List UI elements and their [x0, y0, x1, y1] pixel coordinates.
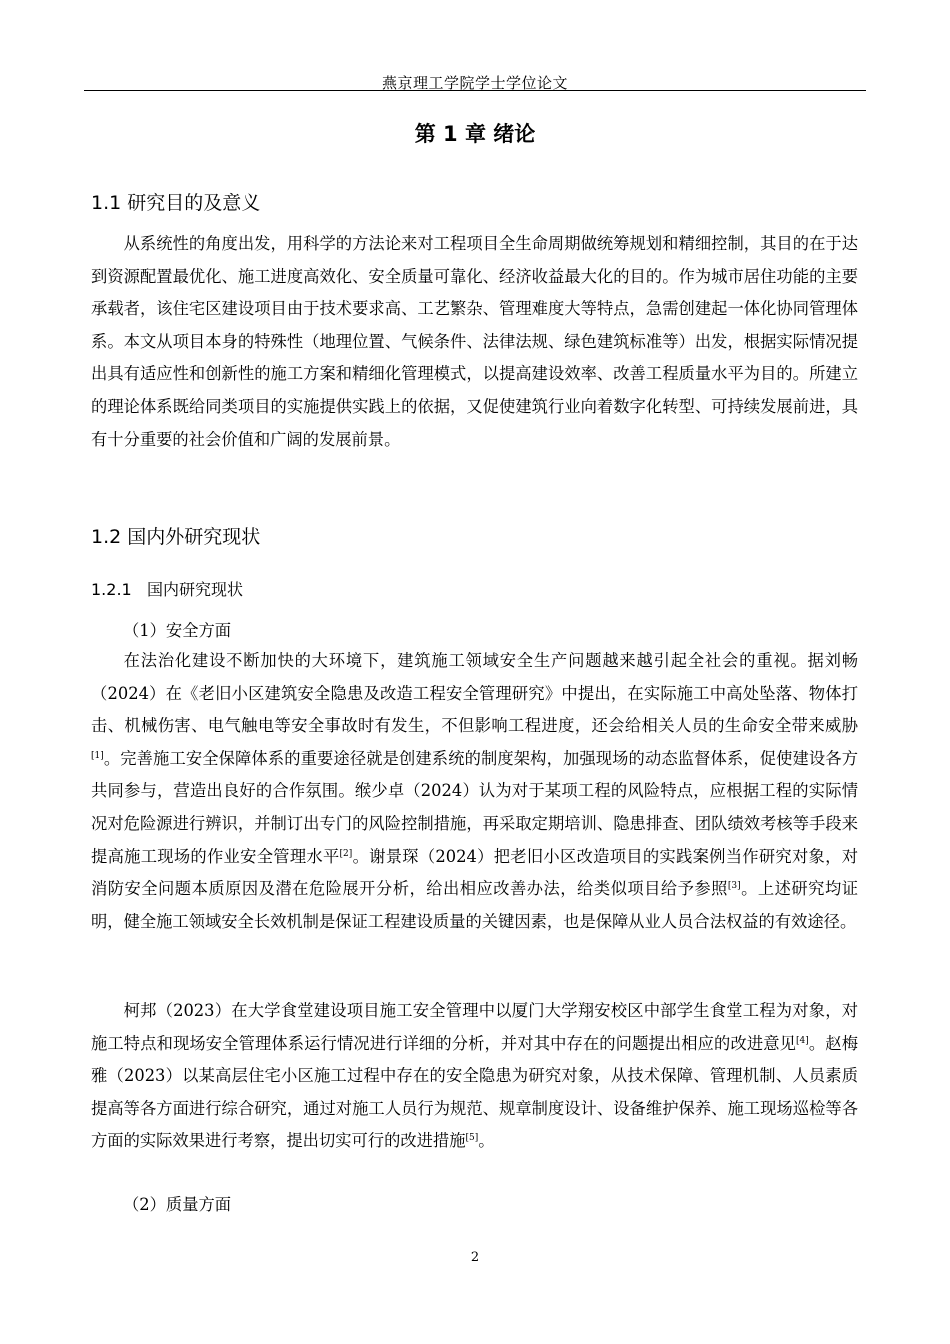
paragraph-ke-bang: [91, 995, 858, 1158]
citation-2: [2]: [339, 848, 353, 859]
paragraph-text: 在法治化建设不断加快的大环境下，建筑施工领域安全生产问题越来越引起全社会的重视。据刘畅（2024）在《老旧小区建筑安全隐患及改造工程安全管理研究》中提出，在实际施工中高处坠落、物体打击、机械伤害、电气触电等安全事故时有发生，不但影响工程进度，还会给相关人员的生命安全带来威胁: [91, 651, 858, 736]
page-number: 2: [470, 1250, 480, 1265]
list-item-safety: （1）安全方面: [123, 621, 232, 640]
citation-5: [5]: [465, 1133, 479, 1144]
paragraph-text: 。上述研究均证明，健全施工领域安全长效机制是保证工程建设质量的关键因素，也是保障从业人员合法权益的有效途径。: [91, 879, 858, 931]
paragraph-purpose: 从系统性的角度出发，用科学的方法论来对工程项目全生命周期做统筹规划和精细控制，其目的在于达到资源配置最优化、施工进度高效化、安全质量可靠化、经济收益最大化的目的。作为城市居住功能的主要承载者，该住宅区建设项目由于技术要求高、工艺繁杂、管理难度大等特点，急需创建起一体化协同管理体系。本文从项目本身的特殊性（地理位置、气候条件、法律法规、绿色建筑标准等）出发，根据实际情况提出具有适应性和创新性的施工方案和精细化管理模式，以提高建设效率、改善工程质量水平为目的。所建立的理论体系既给同类项目的实施提供实践上的依据，又促使建筑行业向着数字化转型、可持续发展前进，具有十分重要的社会价值和广阔的发展前景。: [91, 234, 858, 449]
header-divider: [84, 90, 866, 91]
citation-3: [3]: [727, 881, 741, 892]
citation-1: [1]: [91, 750, 104, 761]
section-heading-1-2: 1.2 国内外研究现状: [91, 526, 261, 548]
running-header: 燕京理工学院学士学位论文: [381, 74, 568, 92]
list-item-quality: （2）质量方面: [123, 1195, 232, 1214]
paragraph-text: 。: [478, 1131, 495, 1151]
paragraph-text: 。完善施工安全保障体系的重要途径就是创建系统的制度架构，加强现场的动态监督体系，促使建设各方共同参与，营造出良好的合作氛围。缑少卓（2024）认为对于某项工程的风险特点，应根据工程的实际情况对危险源进行辨识，并制订出专门的风险控制措施，再采取定期培训、隐患排查、团队绩效考核等手段来提高施工现场的作业安全管理水平: [91, 748, 858, 866]
subsection-number: 1.2.1: [91, 580, 132, 599]
section-heading-1-1: 1.1 研究目的及意义: [91, 192, 261, 214]
chapter-title: 第 1 章 绪论: [414, 122, 536, 146]
paragraph-text: 。赵梅雅（2023）以某高层住宅小区施工过程中存在的安全隐患为研究对象，从技术保障、管理机制、人员素质提高等各方面进行综合研究，通过对施工人员行为规范、规章制度设计、设备维护保养、施工现场巡检等各方面的实际效果进行考察，提出切实可行的改进措施: [91, 1033, 858, 1151]
subsection-heading-1-2-1: [91, 577, 243, 600]
paragraph-safety: [91, 645, 858, 938]
paragraph-text: 柯邦（2023）在大学食堂建设项目施工安全管理中以厦门大学翔安校区中部学生食堂工程为对象，对施工特点和现场安全管理体系运行情况进行详细的分析，并对其中存在的问题提出相应的改进意见: [91, 1001, 858, 1053]
subsection-title: 国内研究现状: [147, 580, 244, 599]
citation-4: [4]: [796, 1035, 809, 1046]
paragraph-text: 。谢景琛（2024）把老旧小区改造项目的实践案例当作研究对象，对消防安全问题本质原因及潜在危险展开分析，给出相应改善办法，给类似项目给予参照: [91, 846, 858, 899]
